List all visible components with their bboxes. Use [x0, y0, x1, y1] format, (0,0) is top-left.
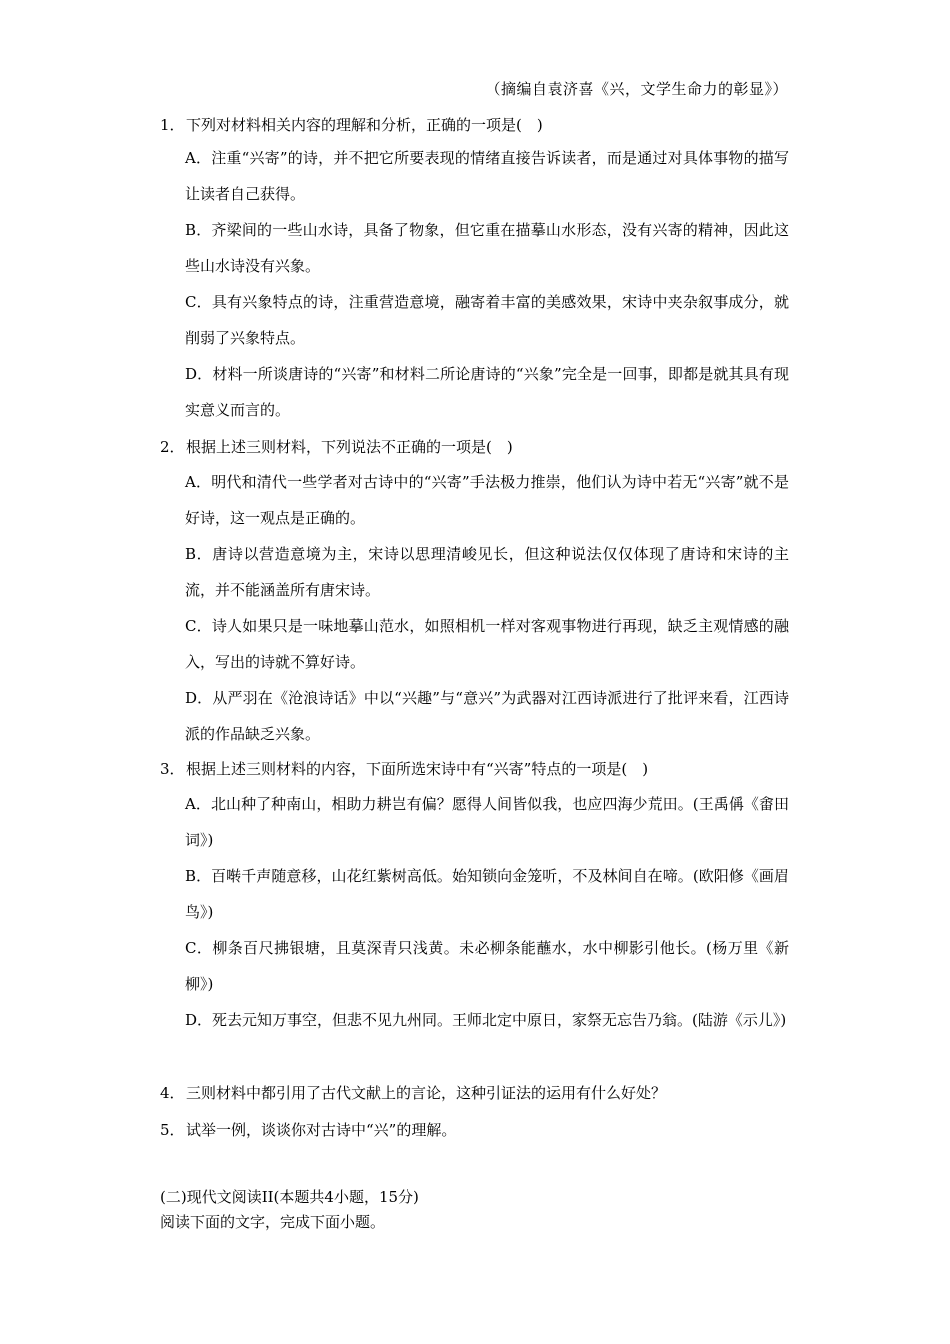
question-1-option-b: B．齐梁间的一些山水诗，具备了物象，但它重在描摹山水形态，没有兴寄的精神，因此这些山水诗没有兴象。: [185, 221, 789, 275]
question-4-stem: [160, 1082, 800, 1104]
question-text: 三则材料中都引用了古代文献上的言论，这种引证法的运用有什么好处？: [186, 1084, 667, 1102]
question-1-stem: [160, 114, 800, 136]
question-1-option-a: A．注重“兴寄”的诗，并不把它所要表现的情绪直接告诉读者，而是通过对具体事物的描写让读者自己获得。: [185, 149, 789, 203]
question-3-stem: [160, 758, 800, 780]
question-2-stem: [160, 436, 800, 458]
question-3-option-d: D．死去元知万事空，但悲不见九州同。王师北定中原日，家祭无忘告乃翁。(陆游《示儿》): [185, 1011, 787, 1029]
question-3-option-a: A．北山种了种南山，相助力耕岂有偏？愿得人间皆似我，也应四海少荒田。(王禹偁《畬田词》): [185, 795, 789, 849]
question-2-option-a: A．明代和清代一些学者对古诗中的“兴寄”手法极力推崇，他们认为诗中若无“兴寄”就不是好诗，这一观点是正确的。: [185, 473, 789, 527]
question-5-stem: [160, 1119, 800, 1141]
question-3-option-b: B．百啭千声随意移，山花红紫树高低。始知锁向金笼听，不及林间自在啼。(欧阳修《画眉鸟》): [185, 867, 789, 921]
question-number: 2．: [160, 438, 185, 456]
question-2-option-d: D．从严羽在《沧浪诗话》中以“兴趣”与“意兴”为武器对江西诗派进行了批评来看，江西诗派的作品缺乏兴象。: [185, 689, 789, 743]
section-title: (二)现代文阅读II(本题共4小题，15分): [160, 1188, 419, 1206]
question-text: 根据上述三则材料，下列说法不正确的一项是( ): [186, 438, 513, 456]
question-number: 3．: [160, 760, 185, 778]
section-instruction: 阅读下面的文字，完成下面小题。: [160, 1213, 386, 1231]
question-text: 下列对材料相关内容的理解和分析，正确的一项是( ): [186, 116, 543, 134]
source-citation: （摘编自袁济喜《兴，文学生命力的彰显》）: [485, 80, 788, 98]
question-2-option-c: C．诗人如果只是一味地摹山范水，如照相机一样对客观事物进行再现，缺乏主观情感的融入，写出的诗就不算好诗。: [185, 617, 789, 671]
question-2-option-b: B．唐诗以营造意境为主，宋诗以思理清峻见长，但这种说法仅仅体现了唐诗和宋诗的主流，并不能涵盖所有唐宋诗。: [185, 545, 789, 599]
question-number: 4．: [160, 1084, 185, 1102]
question-number: 5．: [160, 1121, 185, 1139]
question-text: 试举一例，谈谈你对古诗中“兴”的理解。: [186, 1121, 457, 1139]
question-text: 根据上述三则材料的内容，下面所选宋诗中有“兴寄”特点的一项是( ): [186, 760, 649, 778]
question-3-option-c: C．柳条百尺拂银塘，且莫深青只浅黄。未必柳条能蘸水，水中柳影引他长。(杨万里《新柳》): [185, 939, 789, 993]
question-number: 1．: [160, 116, 185, 134]
question-1-option-d: D．材料一所谈唐诗的“兴寄”和材料二所论唐诗的“兴象”完全是一回事，即都是就其具有现实意义而言的。: [185, 365, 789, 419]
question-1-option-c: C．具有兴象特点的诗，注重营造意境，融寄着丰富的美感效果，宋诗中夹杂叙事成分，就削弱了兴象特点。: [185, 293, 789, 347]
